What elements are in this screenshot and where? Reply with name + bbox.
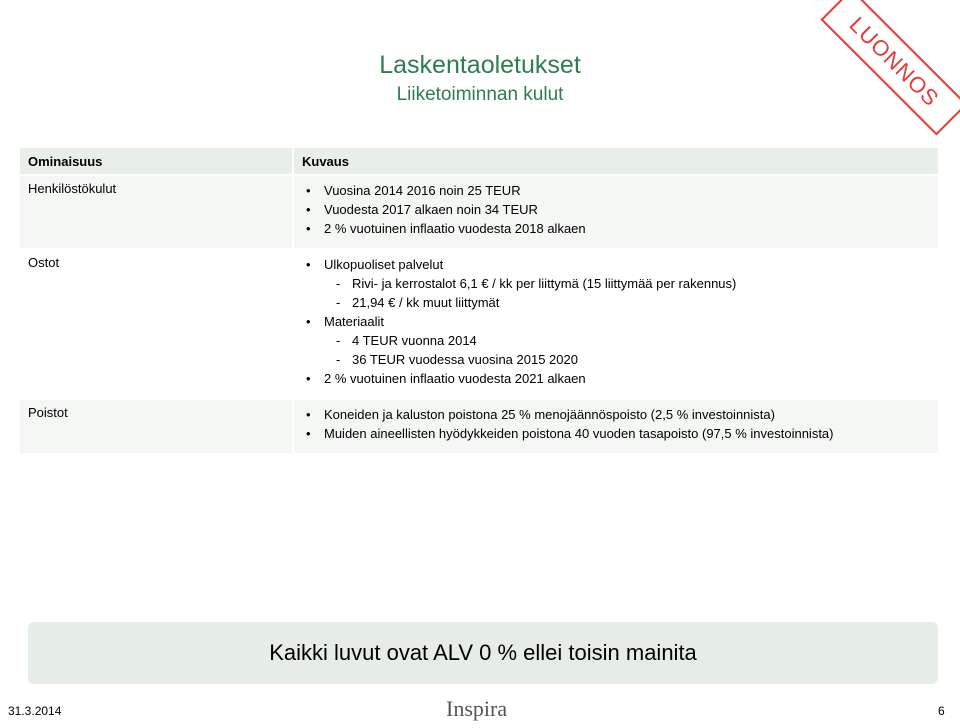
draft-stamp: LUONNOS bbox=[820, 0, 960, 136]
sub-list-item: - 36 TEUR vuodessa vuosina 2015 2020 bbox=[302, 350, 930, 369]
row-label: Henkilöstökulut bbox=[20, 175, 293, 249]
list-item: • Muiden aineellisten hyödykkeiden poistona 40 vuoden tasapoisto (97,5 % investoinnista) bbox=[302, 424, 930, 443]
column-header-kuvaus: Kuvaus bbox=[293, 148, 938, 175]
row-description bbox=[293, 399, 938, 453]
vat-notice: Kaikki luvut ovat ALV 0 % ellei toisin mainita bbox=[28, 622, 938, 684]
list-item: • Materiaalit bbox=[302, 312, 930, 331]
title-block bbox=[0, 50, 960, 108]
assumptions-table bbox=[20, 148, 938, 453]
page-title: Laskentaoletukset bbox=[379, 51, 581, 79]
table-row bbox=[20, 249, 938, 399]
row-description bbox=[293, 249, 938, 399]
list-item: • Ulkopuoliset palvelut bbox=[302, 255, 930, 274]
sub-list-item: - 21,94 € / kk muut liittymät bbox=[302, 293, 930, 312]
page-number: 6 bbox=[938, 704, 945, 718]
row-label: Ostot bbox=[20, 249, 293, 399]
sub-list-item: - Rivi- ja kerrostalot 6,1 € / kk per liittymä (15 liittymää per rakennus) bbox=[302, 274, 930, 293]
list-item: • Vuosina 2014 2016 noin 25 TEUR bbox=[302, 181, 930, 200]
page-subtitle: Liiketoiminnan kulut bbox=[396, 84, 564, 105]
table-row bbox=[20, 399, 938, 453]
table-row bbox=[20, 175, 938, 249]
list-item: • 2 % vuotuinen inflaatio vuodesta 2021 alkaen bbox=[302, 369, 930, 388]
list-item: • Vuodesta 2017 alkaen noin 34 TEUR bbox=[302, 200, 930, 219]
list-item: • Koneiden ja kaluston poistona 25 % menojäännöspoisto (2,5 % investoinnista) bbox=[302, 405, 930, 424]
footer-date: 31.3.2014 bbox=[8, 704, 62, 718]
list-item: • 2 % vuotuinen inflaatio vuodesta 2018 alkaen bbox=[302, 219, 930, 238]
row-label: Poistot bbox=[20, 399, 293, 453]
row-description bbox=[293, 175, 938, 249]
inspira-logo: Inspira bbox=[446, 696, 508, 721]
sub-list-item: - 4 TEUR vuonna 2014 bbox=[302, 331, 930, 350]
column-header-ominaisuus: Ominaisuus bbox=[20, 148, 293, 175]
table-header-row bbox=[20, 148, 938, 175]
